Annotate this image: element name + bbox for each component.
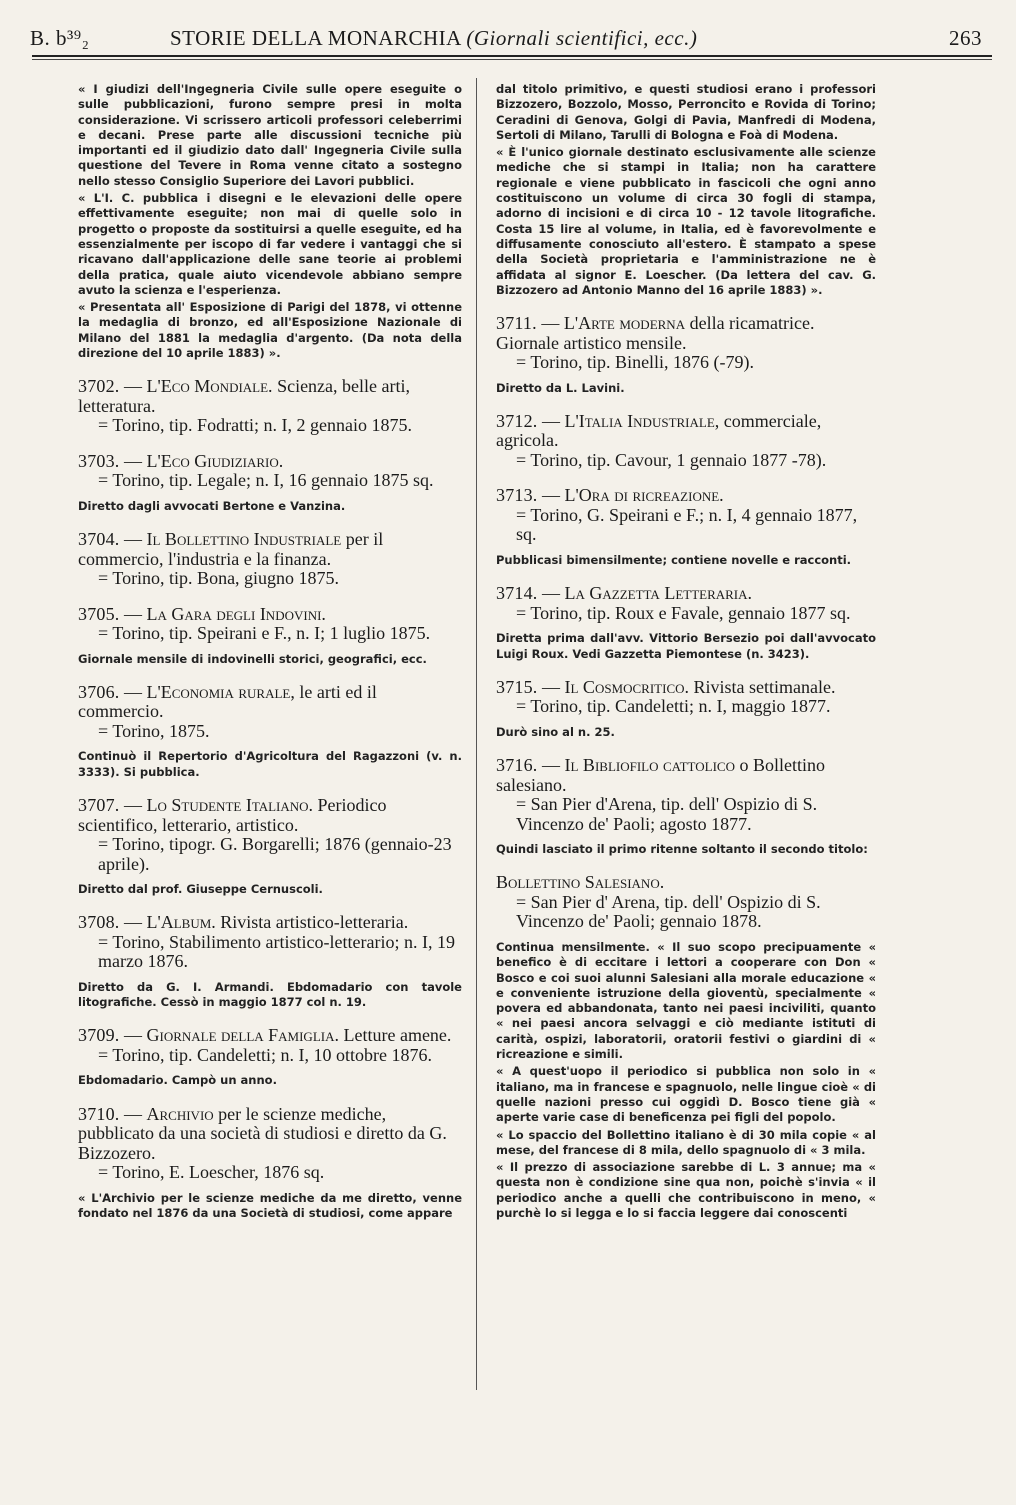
entry-3708 (78, 913, 462, 1010)
entry-heading: 3705. — La Gara degli Indovini. (78, 603, 326, 624)
entry-publication: = Torino, E. Loescher, 1876 sq. (98, 1162, 325, 1183)
entry-publication: = Torino, tip. Speirani e F., n. I; 1 luglio 1875. (98, 623, 431, 644)
header-rule-thin (32, 59, 992, 60)
entry-3712 (496, 412, 876, 471)
entry-publication: = Torino, G. Speirani e F.; n. I, 4 gennaio 1877, sq. (516, 504, 858, 545)
entry-publication: = Torino, tip. Roux e Favale, gennaio 1877 sq. (516, 602, 851, 623)
entry-note: Diretto dagli avvocati Bertone e Vanzina. (78, 498, 346, 513)
entry-heading: 3706. — L'Economia rurale, le arti ed il commercio. (78, 681, 377, 722)
entry-3714 (496, 584, 876, 662)
entry-3715 (496, 678, 876, 740)
entry-note: Diretta prima dall'avv. Vittorio Bersezio poi dall'avvocato Luigi Roux. Vedi Gazzetta Piemontese (n. 3423). (496, 631, 876, 661)
running-title-main: STORIE DELLA MONARCHIA (170, 26, 461, 50)
entry-heading: 3703. — L'Eco Giudiziario. (78, 450, 284, 471)
entry-heading: 3708. — L'Album. Rivista artistico-letteraria. (78, 912, 409, 933)
entry-note: Diretto da G. I. Armandi. Ebdomadario con tavole litografiche. Cessò in maggio 1877 col n. 19. (78, 979, 462, 1010)
entry-publication: = Torino, tip. Bona, giugno 1875. (98, 568, 340, 589)
paragraph: « Il prezzo di associazione sarebbe di L. 3 annue; ma « questa non è condizione sine qua non, poichè s'invia « il periodico anche a quelli che contribuiscono in meno, « purchè lo si legga e lo si faccia leggere dai conoscenti (496, 1160, 876, 1220)
entry-heading: 3713. — L'Ora di ricreazione. (496, 485, 724, 506)
entry-publication: = Torino, tip. Cavour, 1 gennaio 1877 -78). (516, 449, 827, 470)
left-column (78, 82, 462, 1223)
entry-3709 (78, 1026, 462, 1088)
sub-entry-bollettino-salesiano (496, 873, 876, 932)
entry-note: Continuò il Repertorio d'Agricoltura del Ragazzoni (v. n. 3333). Si pubblica. (78, 749, 462, 779)
entry-3710 (78, 1105, 462, 1222)
entry-3711 (496, 314, 876, 396)
running-title (170, 26, 697, 51)
entry-3716 (496, 756, 876, 857)
entry-heading: 3704. — Il Bollettino Industriale per il commercio, l'industria e la finanza. (78, 529, 384, 569)
page-header (30, 18, 990, 54)
entry-3702 (78, 377, 462, 436)
entry-heading: 3715. — Il Cosmocritico. Rivista settimanale. (496, 676, 836, 697)
entry-3706 (78, 683, 462, 780)
entry-publication: = Torino, tip. Binelli, 1876 (-79). (516, 352, 755, 373)
right-column (496, 82, 876, 1223)
entry-3703 (78, 452, 462, 514)
entry-note: Durò sino al n. 25. (496, 724, 615, 739)
entry-heading: 3712. — L'Italia Industriale, commerciale, agricola. (496, 410, 822, 451)
entry-publication: = Torino, tip. Candeletti; n. I, maggio 1877. (516, 696, 831, 717)
entry-heading: 3716. — Il Bibliofilo cattolico o Bollettino salesiano. (496, 755, 825, 795)
paragraph: dal titolo primitivo, e questi studiosi erano i professori Bizzozero, Bozzolo, Mosso, Perroncito e Rovida di Torino; Ceradini di Genova, Golgi di Pavia, Manfredi di Modena, Sertoli di Milano, Tarulli di Bologna e Foà di Modena. (496, 82, 876, 142)
entry-publication: = Torino, 1875. (98, 720, 210, 741)
paragraph: « Lo spaccio del Bollettino italiano è di 30 mila copie « al mese, del francese di 8 mila, dello spagnuolo di « 3 mila. (496, 1127, 876, 1157)
entry-publication: = Torino, Stabilimento artistico-letterario; n. I, 19 marzo 1876. (98, 931, 455, 972)
paragraph: « È l'unico giornale destinato esclusivamente alle scienze mediche che si stampi in Italia; non ha carattere regionale e viene pubblicato in fascicoli che ogni anno costituiscono un volume di circa 30 fogli di stampa, adorno di incisioni e di circa 10 - 12 tavole litografiche. Costa 15 lire al volume, in Italia, ed è favorevolmente e diffusamente conosciuto all'estero. È stampato a spese della Società proprietaria e l'amministrazione ne è affidata al signor E. Loescher. (Da lettera del cav. G. Bizzozero ad Antonio Manno del 16 aprile 1883) ». (496, 145, 876, 297)
paragraph: « L'I. C. pubblica i disegni e le elevazioni delle opere effettivamente eseguite; non mai di quelle solo in progetto o proposte da sostituirsi a quelle eseguite, ed ha essenzialmente per iscopo di far vedere i vantaggi che si ricavano dall'applicazione delle sane teorie ai problemi della pratica, quale aiuto vicendevole abbiano sempre avuto la scienza e l'esperienza. (78, 191, 462, 297)
section-mark: B. b³⁹₂ (30, 26, 90, 50)
entry-publication: = San Pier d'Arena, tip. dell' Ospizio di S. Vincenzo de' Paoli; agosto 1877. (516, 794, 818, 834)
entry-publication: = Torino, tip. Fodratti; n. I, 2 gennaio 1875. (98, 415, 413, 436)
entry-heading: 3711. — L'Arte moderna della ricamatrice. Giornale artistico mensile. (496, 313, 815, 353)
paragraph: Continua mensilmente. « Il suo scopo precipuamente « benefico è di eccitare i lettori a cooperare con Don « Bosco e coi suoi alunni Salesiani alla morale educazione « e conveniente istruzione della gioventù, specialmente « povera ed abbandonata, tanto nei paesi inciviliti, quanto « nei paesi ancora selvaggi e ciò mediante istituti di carità, ospizi, laboratorii, oratorii festivi o giardini di « ricreazione e simili. (496, 939, 876, 1062)
page-number: 263 (949, 26, 982, 50)
entry-note: Giornale mensile di indovinelli storici, geografici, ecc. (78, 651, 427, 666)
header-rule (32, 55, 992, 57)
paragraph: « Presentata all' Esposizione di Parigi del 1878, vi ottenne la medaglia di bronzo, ed all'Esposizione Nazionale di Milano del 1881 la medaglia d'argento. (Da nota della direzione del 10 aprile 1883) ». (78, 300, 462, 361)
entry-heading: 3702. — L'Eco Mondiale. Scienza, belle arti, letteratura. (78, 376, 410, 416)
entry-note: Quindi lasciato il primo ritenne soltanto il secondo titolo: (496, 842, 868, 857)
entry-publication: = Torino, tip. Legale; n. I, 16 gennaio 1875 sq. (98, 470, 434, 491)
column-divider (476, 78, 477, 1390)
entry-heading: 3709. — Giornale della Famiglia. Letture amene. (78, 1025, 452, 1046)
entry-note: Diretto da L. Lavini. (496, 380, 625, 395)
entry-heading: 3714. — La Gazzetta Letteraria. (496, 583, 753, 604)
entry-note: Pubblicasi bimensilmente; contiene novelle e racconti. (496, 552, 852, 567)
entry-note: Ebdomadario. Campò un anno. (78, 1073, 277, 1088)
entry-heading: 3710. — Archivio per le scienze mediche, pubblicato da una società di studiosi e diretto da G. Bizzozero. (78, 1103, 447, 1163)
entry-3704 (78, 530, 462, 589)
entry-publication: = Torino, tip. Candeletti; n. I, 10 ottobre 1876. (98, 1044, 433, 1065)
paragraph: « I giudizi dell'Ingegneria Civile sulle opere eseguite o sulle pubblicazioni, furono sempre presi in molta considerazione. Vi scrissero articoli professori celeberrimi e decani. Prese parte alle discussioni tecniche più importanti ed il giudizio dato dall' Ingegneria Civile sulla questione del Tevere in Roma venne citato a sostegno nello stesso Consiglio Superiore dei Lavori pubblici. (78, 82, 462, 188)
entry-heading: 3707. — Lo Studente Italiano. Periodico scientifico, letterario, artistico. (78, 795, 387, 835)
paragraph: « A quest'uopo il periodico si pubblica non solo in « italiano, ma in francese e spagnuolo, nelle lingue cioè « di quelle nazioni presso cui oggidì D. Bosco tiene già « aperte varie case di beneficenza pei figli del popolo. (496, 1064, 876, 1125)
entry-publication: = Torino, tipogr. G. Borgarelli; 1876 (gennaio-23 aprile). (98, 834, 452, 874)
entry-3705 (78, 605, 462, 667)
entry-note: Diretto dal prof. Giuseppe Cernuscoli. (78, 882, 323, 897)
entry-3713 (496, 486, 876, 568)
running-title-sub: (Giornali scientifici, ecc.) (466, 26, 698, 50)
entry-publication: = San Pier d' Arena, tip. dell' Ospizio di S. Vincenzo de' Paoli; gennaio 1878. (516, 891, 821, 932)
entry-note: « L'Archivio per le scienze mediche da me diretto, venne fondato nel 1876 da una Società di studiosi, come appare (78, 1190, 462, 1221)
entry-heading: Bollettino Salesiano. (496, 872, 665, 893)
entry-3707 (78, 796, 462, 897)
